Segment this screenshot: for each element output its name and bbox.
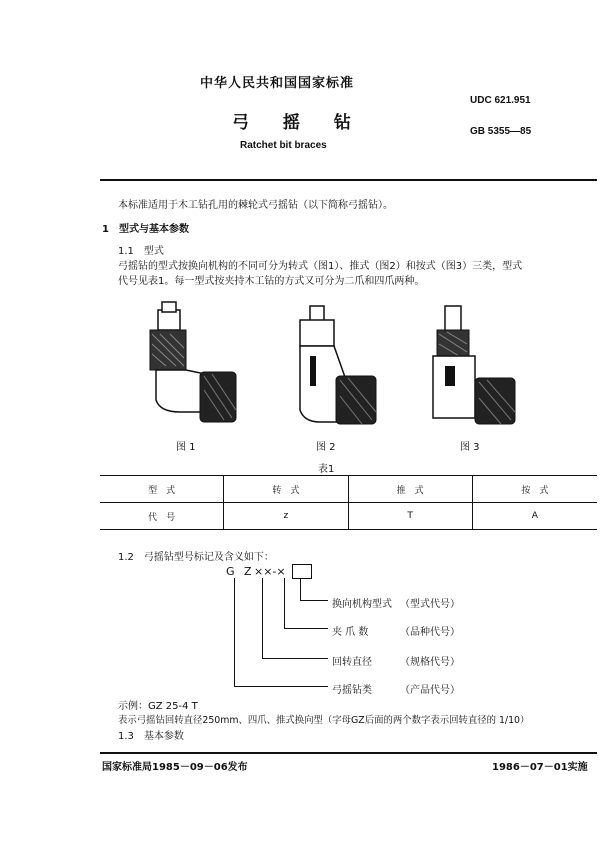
table-row xyxy=(100,503,597,530)
section1-1-line2: 代号见表1。每一型式按夹持木工钻的方式又可分为二爪和四爪两种。 xyxy=(118,276,425,287)
connector-line xyxy=(284,578,285,628)
figure-1-label: 图 1 xyxy=(176,442,196,453)
label-mechanism-note: （型式代号） xyxy=(400,599,460,610)
table1 xyxy=(100,476,597,530)
figure-2-illustration xyxy=(290,300,410,430)
issued-date: 国家标准局1985－09－06发布 xyxy=(102,762,248,773)
connector-line xyxy=(284,628,328,629)
table-cell: A xyxy=(472,503,597,530)
english-title: Ratchet bit braces xyxy=(240,140,327,151)
footer-rule xyxy=(100,752,597,754)
label-jaws-note: （品种代号） xyxy=(400,627,460,638)
example-description: 表示弓摇钻回转直径250mm、四爪、推式换向型（字母GZ后面的两个数字表示回转直径的 1/10） xyxy=(118,715,530,726)
table-cell: T xyxy=(348,503,472,530)
table-cell: 代 号 xyxy=(100,503,224,530)
figure-2-label: 图 2 xyxy=(316,442,336,453)
gb-code: GB 5355—85 xyxy=(470,126,532,137)
section1-1-line1: 弓摇钻的型式按换向机构的不同可分为转式（图1）、推式（图2）和按式（图3）三类，型式 xyxy=(118,261,523,272)
table-header-row xyxy=(100,476,597,503)
example-text: 示例：GZ 25-4 T xyxy=(118,701,198,712)
label-jaws: 夹 爪 数 xyxy=(332,627,369,638)
udc-code: UDC 621.951 xyxy=(470,95,531,106)
connector-line xyxy=(262,658,328,659)
connector-line xyxy=(300,600,328,601)
figure-3-label: 图 3 xyxy=(460,442,480,453)
connector-line xyxy=(234,578,235,686)
page-title: 弓 摇 钻 xyxy=(232,113,365,133)
section1-1-heading: 1.1 型式 xyxy=(118,246,164,257)
table-header-cell: 型 式 xyxy=(100,476,224,503)
header-rule xyxy=(100,179,597,181)
table-header-cell: 转 式 xyxy=(224,476,348,503)
code-mid: ××-× xyxy=(254,565,286,578)
section1-2-heading: 1.2 弓摇钻型号标记及含义如下： xyxy=(118,552,274,563)
label-diameter: 回转直径 xyxy=(332,657,372,668)
section1-heading: 1 型式与基本参数 xyxy=(102,224,189,235)
connector-line xyxy=(262,578,263,658)
label-product: 弓摇钻类 xyxy=(332,685,372,696)
section1-3-heading: 1.3 基本参数 xyxy=(118,731,184,742)
table-cell: z xyxy=(224,503,348,530)
standard-org: 中华人民共和国国家标准 xyxy=(200,76,355,91)
table-header-cell: 按 式 xyxy=(472,476,597,503)
figure-3-illustration xyxy=(425,300,545,430)
label-mechanism: 换向机构型式 xyxy=(332,599,392,610)
connector-line xyxy=(300,578,301,600)
table-header-cell: 推 式 xyxy=(348,476,472,503)
label-product-note: （产品代号） xyxy=(400,685,460,696)
label-diameter-note: （规格代号） xyxy=(400,657,460,668)
effective-date: 1986－07－01实施 xyxy=(492,762,588,773)
intro-text: 本标准适用于木工钻孔用的棘轮式弓摇钻（以下简称弓摇钻）。 xyxy=(118,200,393,211)
code-type-box xyxy=(292,564,312,579)
connector-line xyxy=(234,686,328,687)
figure-1-illustration xyxy=(140,300,250,430)
code-prefix: G Z xyxy=(226,565,255,578)
table1-caption: 表1 xyxy=(318,464,335,475)
